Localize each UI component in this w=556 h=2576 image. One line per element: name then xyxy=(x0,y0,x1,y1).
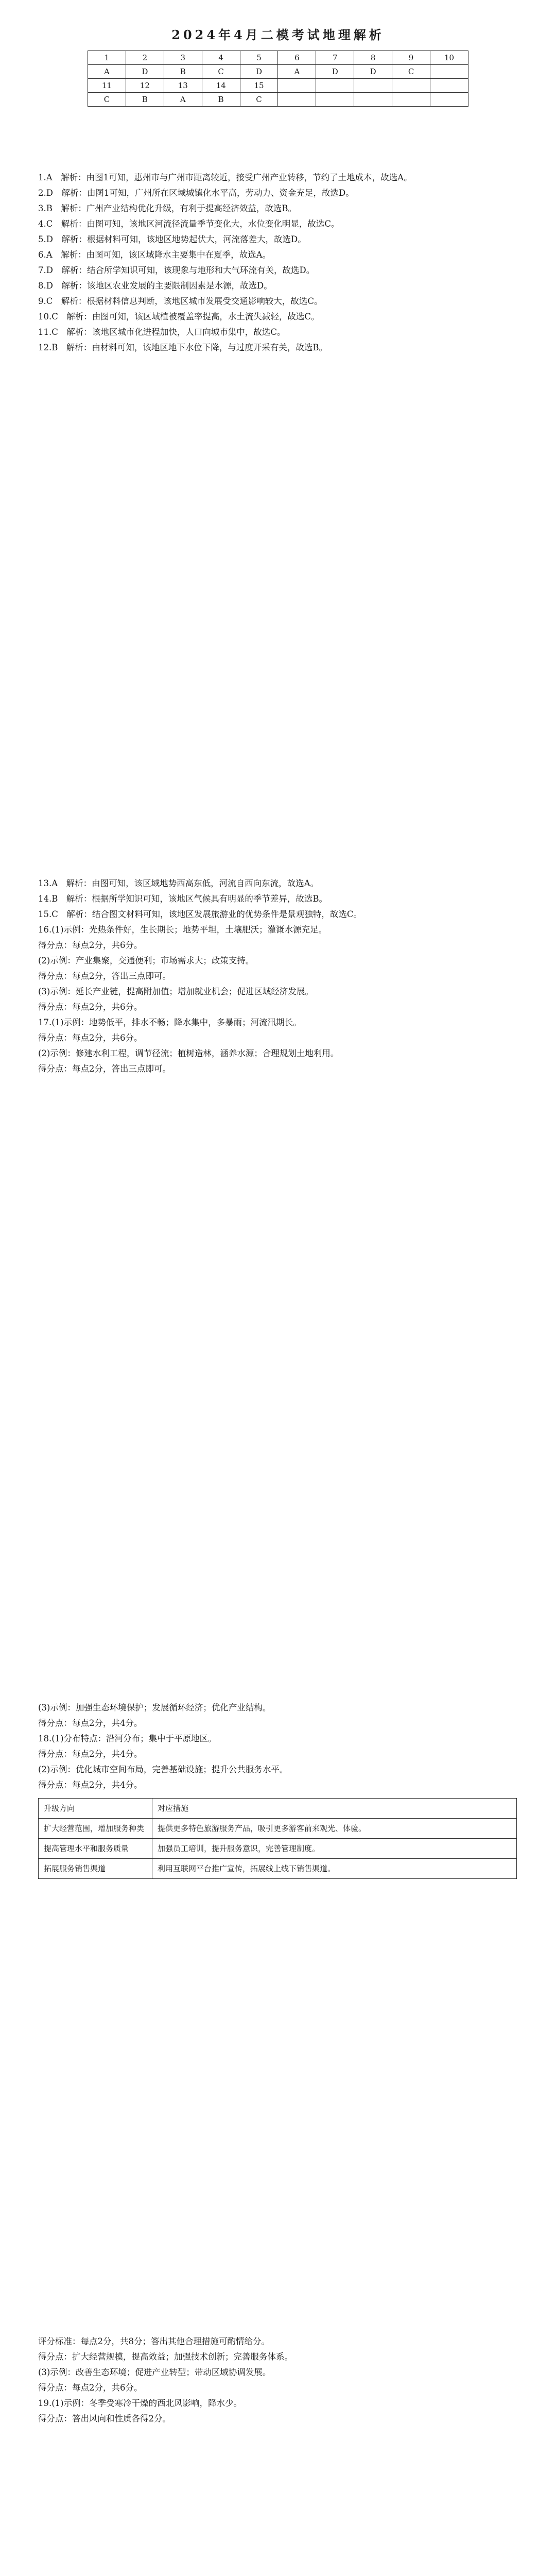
answer-cell: 9 xyxy=(392,51,430,65)
measures-table-row xyxy=(39,1819,517,1839)
explanation-paragraph: (2)示例：修建水利工程，调节径流；植树造林，涵养水源；合理规划土地利用。 xyxy=(38,1048,339,1058)
explanation-paragraph: 得分点：每点2分，共6分。 xyxy=(38,1002,143,1012)
explanation-paragraph: 2.D 解析：由图1可知，广州所在区域城镇化水平高，劳动力、资金充足，故选D。 xyxy=(38,188,354,198)
explanation-paragraph: (2)示例：优化城市空间布局，完善基础设施；提升公共服务水平。 xyxy=(38,1765,288,1774)
measures-table-row xyxy=(39,1839,517,1859)
answer-cell xyxy=(430,93,468,107)
answer-cell: 8 xyxy=(354,51,392,65)
explanation-paragraph: 7.D 解析：结合所学知识可知，该现象与地形和大气环流有关，故选D。 xyxy=(38,265,315,275)
answer-cell xyxy=(316,93,354,107)
answer-cell: C xyxy=(240,93,278,107)
answer-cell: 7 xyxy=(316,51,354,65)
explanation-paragraph: 评分标准：每点2分，共8分；答出其他合理措施可酌情给分。 xyxy=(38,2336,270,2346)
answer-explanations-section-2 xyxy=(38,876,517,1077)
answer-table-row xyxy=(88,93,468,107)
explanation-paragraph: 1.A 解析：由图1可知，惠州市与广州市距离较近，接受广州产业转移，节约了土地成本，故选A。 xyxy=(38,173,412,182)
answer-cell: A xyxy=(88,65,126,79)
answer-cell: D xyxy=(126,65,164,79)
explanation-paragraph: (3)示例：加强生态环境保护；发展循环经济；优化产业结构。 xyxy=(38,1703,271,1713)
answer-cell xyxy=(278,93,316,107)
explanation-paragraph: 11.C 解析：该地区城市化进程加快，人口向城市集中，故选C。 xyxy=(38,327,286,337)
explanation-paragraph: 8.D 解析：该地区农业发展的主要限制因素是水源，故选D。 xyxy=(38,281,272,291)
explanation-paragraph: 16.(1)示例：光热条件好，生长期长；地势平坦，土壤肥沃；灌溉水源充足。 xyxy=(38,925,327,935)
explanation-paragraph: 4.C 解析：由图可知，该地区河流径流量季节变化大，水位变化明显，故选C。 xyxy=(38,219,340,229)
answer-table xyxy=(88,50,468,107)
explanation-paragraph: 18.(1)分布特点：沿河分布；集中于平原地区。 xyxy=(38,1734,217,1743)
measures-table-row xyxy=(39,1859,517,1879)
answer-explanations-section-1 xyxy=(38,170,517,355)
answer-cell: C xyxy=(88,93,126,107)
explanation-paragraph: 3.B 解析：广州产业结构优化升级，有利于提高经济效益，故选B。 xyxy=(38,204,297,213)
measure-direction: 扩大经营范围，增加服务种类 xyxy=(39,1819,152,1839)
explanation-paragraph: 15.C 解析：结合图文材料可知，该地区发展旅游业的优势条件是景观独特，故选C。 xyxy=(38,909,362,919)
answer-cell: D xyxy=(316,65,354,79)
measure-detail: 加强员工培训，提升服务意识，完善管理制度。 xyxy=(152,1839,517,1859)
measures-table-header xyxy=(39,1799,517,1819)
answer-table-row xyxy=(88,51,468,65)
answer-table-row xyxy=(88,65,468,79)
answer-cell: 6 xyxy=(278,51,316,65)
answer-cell xyxy=(316,79,354,93)
explanation-paragraph: 得分点：每点2分，共4分。 xyxy=(38,1718,143,1728)
answer-cell xyxy=(430,65,468,79)
answer-cell: 4 xyxy=(202,51,240,65)
answer-cell: C xyxy=(202,65,240,79)
explanation-paragraph: (3)示例：改善生态环境；促进产业转型；带动区域协调发展。 xyxy=(38,2367,271,2377)
answer-cell xyxy=(392,93,430,107)
answer-cell: 5 xyxy=(240,51,278,65)
explanation-paragraph: 13.A 解析：由图可知，该区域地势西高东低，河流自西向东流，故选A。 xyxy=(38,878,319,888)
answer-cell: 13 xyxy=(164,79,202,93)
explanation-paragraph: 9.C 解析：根据材料信息判断，该地区城市发展受交通影响较大，故选C。 xyxy=(38,296,323,306)
answer-cell: B xyxy=(202,93,240,107)
explanation-paragraph: 12.B 解析：由材料可知，该地区地下水位下降，与过度开采有关，故选B。 xyxy=(38,343,327,352)
explanation-paragraph: (3)示例：延长产业链，提高附加值；增加就业机会；促进区域经济发展。 xyxy=(38,987,314,996)
measures-table xyxy=(38,1798,517,1879)
explanation-paragraph: 17.(1)示例：地势低平，排水不畅；降水集中，多暴雨；河流汛期长。 xyxy=(38,1018,302,1027)
answer-cell: 1 xyxy=(88,51,126,65)
answer-cell xyxy=(430,79,468,93)
explanation-paragraph: 6.A 解析：由图可知，该区域降水主要集中在夏季，故选A。 xyxy=(38,250,271,260)
answer-cell: D xyxy=(354,65,392,79)
measure-detail: 提供更多特色旅游服务产品，吸引更多游客前来观光、体验。 xyxy=(152,1819,517,1839)
answer-cell: 11 xyxy=(88,79,126,93)
answer-cell: 12 xyxy=(126,79,164,93)
header-direction: 升级方向 xyxy=(39,1799,152,1819)
explanation-paragraph: 10.C 解析：由图可知，该区域植被覆盖率提高，水土流失减轻，故选C。 xyxy=(38,312,320,321)
explanation-paragraph: 得分点：每点2分，共6分。 xyxy=(38,2383,143,2393)
answer-cell: 10 xyxy=(430,51,468,65)
answer-cell xyxy=(354,93,392,107)
explanation-paragraph: 得分点：每点2分，共6分。 xyxy=(38,940,143,950)
page-title: 2024年4月二模考试地理解析 xyxy=(171,27,385,42)
answer-cell: C xyxy=(392,65,430,79)
answer-cell xyxy=(278,79,316,93)
explanation-paragraph: 19.(1)示例：冬季受寒冷干燥的西北风影响，降水少。 xyxy=(38,2398,242,2408)
answer-cell xyxy=(392,79,430,93)
answer-cell: 15 xyxy=(240,79,278,93)
measure-detail: 利用互联网平台推广宣传，拓展线上线下销售渠道。 xyxy=(152,1859,517,1879)
explanation-paragraph: 得分点：每点2分，共6分。 xyxy=(38,1033,143,1043)
answer-cell xyxy=(354,79,392,93)
answer-cell: D xyxy=(240,65,278,79)
explanation-paragraph: 得分点：每点2分，共4分。 xyxy=(38,1780,143,1790)
explanation-paragraph: 得分点：每点2分，共4分。 xyxy=(38,1749,143,1759)
answer-explanations-section-4 xyxy=(38,2334,517,2427)
answer-cell: 2 xyxy=(126,51,164,65)
header-measures: 对应措施 xyxy=(152,1799,517,1819)
explanation-paragraph: (2)示例：产业集聚，交通便利；市场需求大；政策支持。 xyxy=(38,956,254,965)
measure-direction: 拓展服务销售渠道 xyxy=(39,1859,152,1879)
answer-cell: B xyxy=(164,65,202,79)
answer-cell: B xyxy=(126,93,164,107)
answer-explanations-section-3 xyxy=(38,1700,517,1884)
explanation-paragraph: 5.D 解析：根据材料可知，该地区地势起伏大，河流落差大，故选D。 xyxy=(38,234,306,244)
explanation-paragraph: 得分点：每点2分，答出三点即可。 xyxy=(38,971,171,981)
explanation-paragraph: 得分点：扩大经营规模，提高效益；加强技术创新；完善服务体系。 xyxy=(38,2352,293,2362)
answer-cell: A xyxy=(164,93,202,107)
explanation-paragraph: 得分点：答出风向和性质各得2分。 xyxy=(38,2414,171,2424)
answer-table-row xyxy=(88,79,468,93)
answer-cell: A xyxy=(278,65,316,79)
explanation-paragraph: 得分点：每点2分，答出三点即可。 xyxy=(38,1064,171,1074)
answer-cell: 14 xyxy=(202,79,240,93)
answer-cell: 3 xyxy=(164,51,202,65)
explanation-paragraph: 14.B 解析：根据所学知识可知，该地区气候具有明显的季节差异，故选B。 xyxy=(38,894,327,904)
measure-direction: 提高管理水平和服务质量 xyxy=(39,1839,152,1859)
